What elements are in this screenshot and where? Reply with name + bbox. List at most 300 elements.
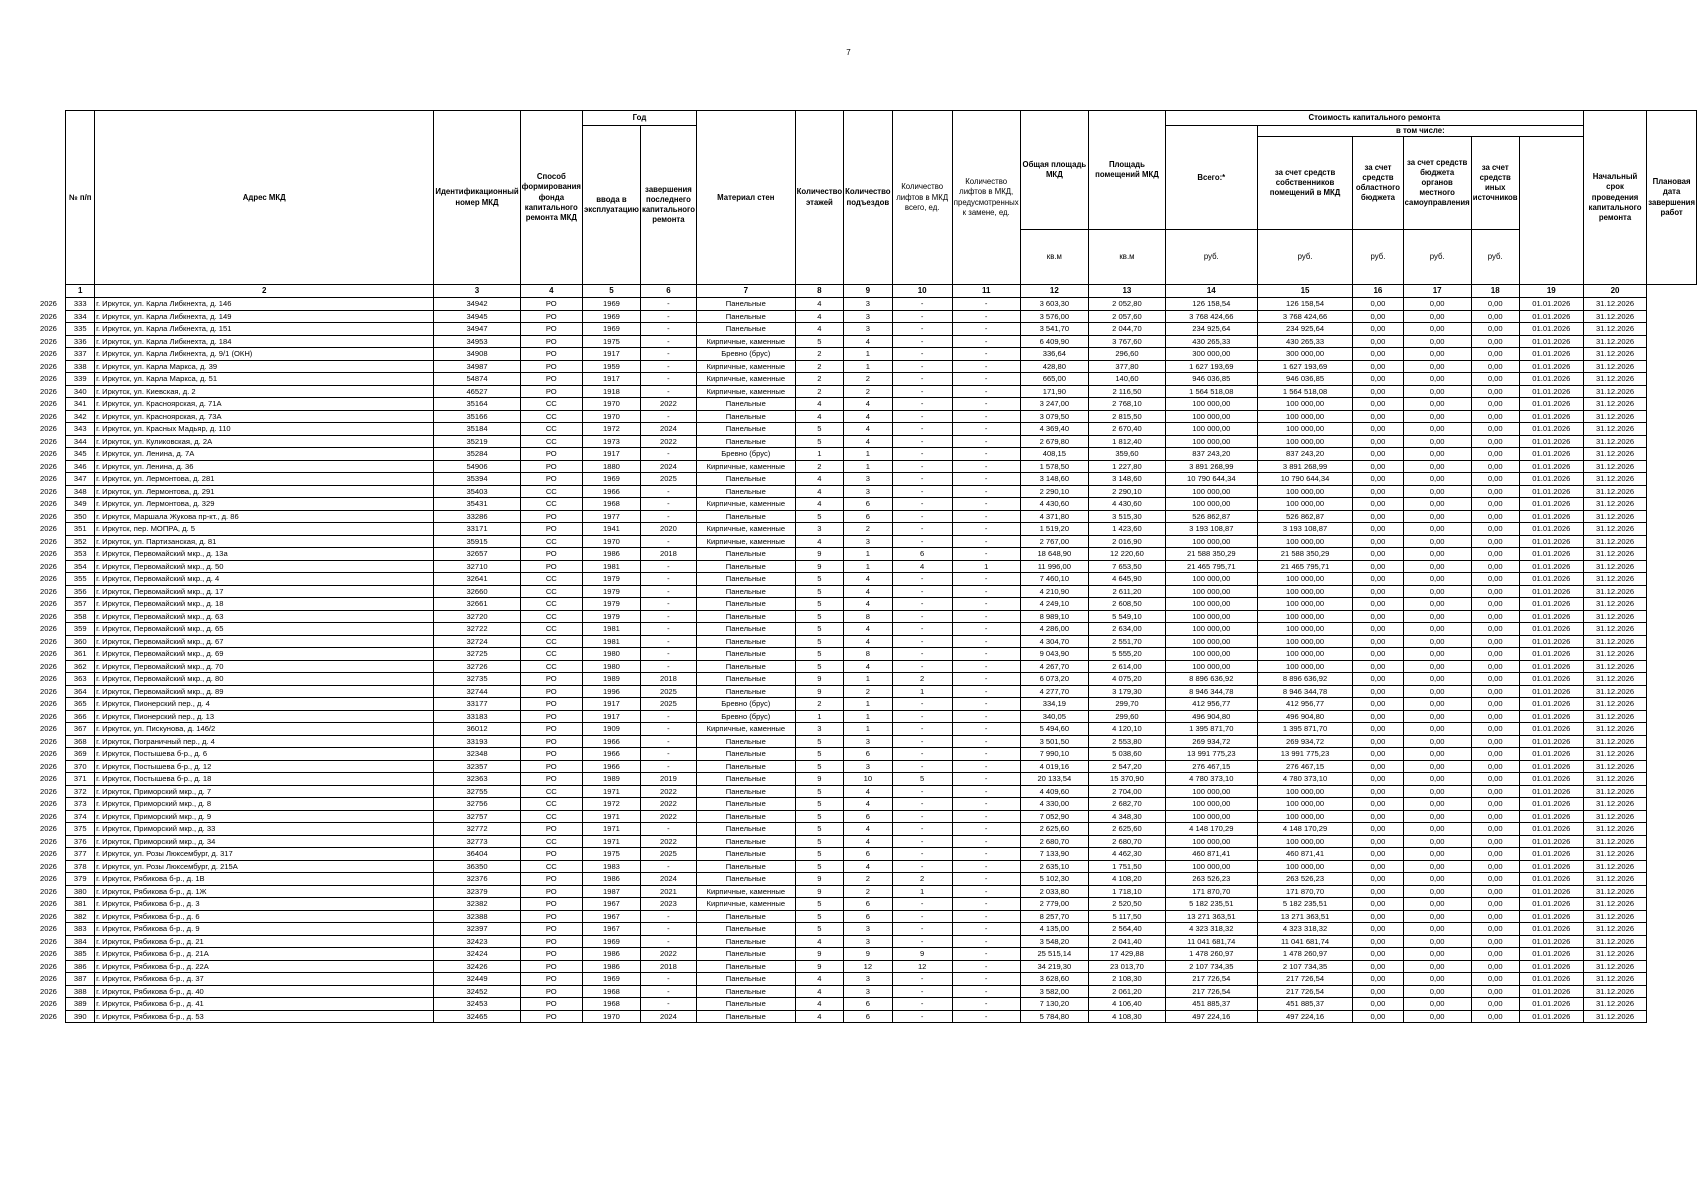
cost-owners-cell: 412 956,77	[1257, 698, 1353, 711]
header-total-area: Общая площадь МКД	[1020, 111, 1088, 230]
row-number-cell: 342	[66, 410, 95, 423]
cost-owners-cell: 100 000,00	[1257, 635, 1353, 648]
year-commission-cell: 1979	[582, 573, 640, 586]
cost-other-cell: 0,00	[1471, 435, 1519, 448]
floors-cell: 4	[795, 935, 843, 948]
lifts-total-cell: 1	[892, 885, 952, 898]
start-date-cell: 01.01.2026	[1519, 785, 1583, 798]
table-row	[40, 573, 1697, 586]
end-date-cell: 31.12.2026	[1583, 923, 1646, 936]
plan-year-cell: 2026	[40, 811, 57, 821]
row-number-cell: 356	[66, 585, 95, 598]
address-cell: г. Иркутск, Первомайский мкр., д. 18	[95, 598, 434, 611]
premises-area-cell: 3 767,60	[1089, 335, 1166, 348]
cost-other-cell: 0,00	[1471, 598, 1519, 611]
mkd-id-cell: 32388	[434, 910, 520, 923]
plan-year-cell: 2026	[40, 486, 57, 496]
wall-material-cell: Кирпичные, каменные	[696, 498, 795, 511]
address-cell: г. Иркутск, ул. Ленина, д. 36	[95, 460, 434, 473]
fund-method-cell: РО	[520, 373, 582, 386]
floors-cell: 5	[795, 798, 843, 811]
cost-other-cell: 0,00	[1471, 860, 1519, 873]
mkd-id-cell: 32423	[434, 935, 520, 948]
floors-cell: 5	[795, 335, 843, 348]
cost-local-cell: 0,00	[1403, 823, 1471, 836]
cost-local-cell: 0,00	[1403, 948, 1471, 961]
cost-owners-cell: 496 904,80	[1257, 710, 1353, 723]
fund-method-cell: РО	[520, 898, 582, 911]
table-row	[40, 523, 1697, 536]
lifts-total-cell: -	[892, 848, 952, 861]
mkd-id-cell: 32735	[434, 673, 520, 686]
year-last-repair-cell: 2024	[640, 1010, 696, 1023]
cost-local-cell: 0,00	[1403, 698, 1471, 711]
fund-method-cell: РО	[520, 560, 582, 573]
fund-method-cell: РО	[520, 960, 582, 973]
column-number-row	[40, 285, 1697, 298]
year-last-repair-cell: -	[640, 585, 696, 598]
entrances-cell: 3	[844, 735, 892, 748]
wall-material-cell: Панельные	[696, 948, 795, 961]
year-last-repair-cell: 2022	[640, 435, 696, 448]
address-cell: г. Иркутск, Первомайский мкр., д. 17	[95, 585, 434, 598]
total-area-cell: 3 501,50	[1020, 735, 1088, 748]
address-cell: г. Иркутск, Пионерский пер., д. 13	[95, 710, 434, 723]
cost-total-cell: 3 768 424,66	[1165, 310, 1257, 323]
header-lifts-replace: Количество лифтов в МКД, предусмотренных к замене, ед.	[952, 111, 1020, 285]
cost-total-cell: 10 790 644,34	[1165, 473, 1257, 486]
end-date-cell: 31.12.2026	[1583, 585, 1646, 598]
fund-method-cell: РО	[520, 348, 582, 361]
fund-method-cell: СС	[520, 785, 582, 798]
start-date-cell: 01.01.2026	[1519, 635, 1583, 648]
cost-regional-cell: 0,00	[1353, 423, 1403, 436]
premises-area-cell: 2 052,80	[1089, 298, 1166, 311]
premises-area-cell: 2 608,50	[1089, 598, 1166, 611]
cost-other-cell: 0,00	[1471, 548, 1519, 561]
cost-total-cell: 100 000,00	[1165, 398, 1257, 411]
lifts-replace-cell: -	[952, 610, 1020, 623]
cost-owners-cell: 837 243,20	[1257, 448, 1353, 461]
end-date-cell: 31.12.2026	[1583, 310, 1646, 323]
cost-other-cell: 0,00	[1471, 835, 1519, 848]
lifts-total-cell: -	[892, 323, 952, 336]
year-commission-cell: 1969	[582, 298, 640, 311]
row-number-cell: 359	[66, 623, 95, 636]
entrances-cell: 6	[844, 810, 892, 823]
total-area-cell: 2 680,70	[1020, 835, 1088, 848]
start-date-cell: 01.01.2026	[1519, 423, 1583, 436]
total-area-cell: 34 219,30	[1020, 960, 1088, 973]
table-row	[40, 535, 1697, 548]
total-area-cell: 2 033,80	[1020, 885, 1088, 898]
column-number: 11	[952, 285, 1020, 298]
mkd-id-cell: 32363	[434, 773, 520, 786]
lifts-total-cell: -	[892, 698, 952, 711]
header-end: Плановая дата завершения работ	[1647, 111, 1697, 285]
plan-year-cell: 2026	[40, 536, 57, 546]
premises-area-cell: 2 061,20	[1089, 985, 1166, 998]
year-last-repair-cell: -	[640, 485, 696, 498]
cost-regional-cell: 0,00	[1353, 673, 1403, 686]
premises-area-cell: 4 462,30	[1089, 848, 1166, 861]
cost-owners-cell: 5 182 235,51	[1257, 898, 1353, 911]
address-cell: г. Иркутск, ул. Киевская, д. 2	[95, 385, 434, 398]
row-number-cell: 387	[66, 973, 95, 986]
year-commission-cell: 1971	[582, 785, 640, 798]
entrances-cell: 1	[844, 698, 892, 711]
year-last-repair-cell: -	[640, 823, 696, 836]
premises-area-cell: 4 108,30	[1089, 1010, 1166, 1023]
cost-other-cell: 0,00	[1471, 510, 1519, 523]
lifts-replace-cell: -	[952, 348, 1020, 361]
row-number-cell: 386	[66, 960, 95, 973]
lifts-replace-cell: -	[952, 435, 1020, 448]
floors-cell: 5	[795, 648, 843, 661]
address-cell: г. Иркутск, Приморский мкр., д. 33	[95, 823, 434, 836]
cost-regional-cell: 0,00	[1353, 760, 1403, 773]
cost-other-cell: 0,00	[1471, 948, 1519, 961]
lifts-total-cell: 6	[892, 548, 952, 561]
table-row	[40, 448, 1697, 461]
wall-material-cell: Бревно (брус)	[696, 348, 795, 361]
mkd-id-cell: 32720	[434, 610, 520, 623]
column-number: 13	[1089, 285, 1166, 298]
year-commission-cell: 1979	[582, 598, 640, 611]
cost-other-cell: 0,00	[1471, 935, 1519, 948]
total-area-cell: 7 130,20	[1020, 998, 1088, 1011]
lifts-total-cell: -	[892, 348, 952, 361]
premises-area-cell: 2 634,00	[1089, 623, 1166, 636]
total-area-cell: 1 519,20	[1020, 523, 1088, 536]
year-commission-cell: 1972	[582, 798, 640, 811]
table-row	[40, 948, 1697, 961]
wall-material-cell: Панельные	[696, 935, 795, 948]
fund-method-cell: РО	[520, 723, 582, 736]
total-area-cell: 18 648,90	[1020, 548, 1088, 561]
cost-regional-cell: 0,00	[1353, 960, 1403, 973]
fund-method-cell: РО	[520, 448, 582, 461]
fund-method-cell: РО	[520, 760, 582, 773]
end-date-cell: 31.12.2026	[1583, 723, 1646, 736]
cost-other-cell: 0,00	[1471, 848, 1519, 861]
floors-cell: 5	[795, 923, 843, 936]
wall-material-cell: Кирпичные, каменные	[696, 885, 795, 898]
cost-owners-cell: 234 925,64	[1257, 323, 1353, 336]
start-date-cell: 01.01.2026	[1519, 723, 1583, 736]
column-number: 9	[844, 285, 892, 298]
total-area-cell: 4 286,00	[1020, 623, 1088, 636]
cost-regional-cell: 0,00	[1353, 985, 1403, 998]
unit-total-area: кв.м	[1020, 230, 1088, 285]
lifts-replace-cell: -	[952, 585, 1020, 598]
table-row	[40, 835, 1697, 848]
plan-year-cell: 2026	[40, 749, 57, 759]
mkd-id-cell: 32710	[434, 560, 520, 573]
wall-material-cell: Панельные	[696, 573, 795, 586]
end-date-cell: 31.12.2026	[1583, 498, 1646, 511]
year-last-repair-cell: -	[640, 635, 696, 648]
entrances-cell: 1	[844, 548, 892, 561]
row-number-cell: 337	[66, 348, 95, 361]
lifts-replace-cell: -	[952, 410, 1020, 423]
lifts-total-cell: -	[892, 335, 952, 348]
mkd-id-cell: 32660	[434, 585, 520, 598]
cost-other-cell: 0,00	[1471, 585, 1519, 598]
table-row	[40, 960, 1697, 973]
year-commission-cell: 1971	[582, 810, 640, 823]
start-date-cell: 01.01.2026	[1519, 798, 1583, 811]
mkd-id-cell: 32725	[434, 648, 520, 661]
floors-cell: 5	[795, 510, 843, 523]
cost-other-cell: 0,00	[1471, 1010, 1519, 1023]
year-commission-cell: 1917	[582, 373, 640, 386]
total-area-cell: 11 996,00	[1020, 560, 1088, 573]
start-date-cell: 01.01.2026	[1519, 948, 1583, 961]
floors-cell: 9	[795, 885, 843, 898]
cost-local-cell: 0,00	[1403, 323, 1471, 336]
lifts-total-cell: 5	[892, 773, 952, 786]
cost-total-cell: 100 000,00	[1165, 610, 1257, 623]
mkd-id-cell: 34987	[434, 360, 520, 373]
address-cell: г. Иркутск, пер. МОПРА, д. 5	[95, 523, 434, 536]
premises-area-cell: 296,60	[1089, 348, 1166, 361]
lifts-replace-cell: -	[952, 598, 1020, 611]
mkd-id-cell: 32661	[434, 598, 520, 611]
mkd-id-cell: 34953	[434, 335, 520, 348]
mkd-id-cell: 32348	[434, 748, 520, 761]
row-number-cell: 377	[66, 848, 95, 861]
lifts-total-cell: -	[892, 760, 952, 773]
floors-cell: 3	[795, 723, 843, 736]
year-last-repair-cell: 2022	[640, 785, 696, 798]
floors-cell: 2	[795, 348, 843, 361]
plan-year-cell: 2026	[40, 661, 57, 671]
cost-local-cell: 0,00	[1403, 310, 1471, 323]
floors-cell: 4	[795, 298, 843, 311]
lifts-total-cell: 4	[892, 560, 952, 573]
cost-total-cell: 2 107 734,35	[1165, 960, 1257, 973]
table-row	[40, 923, 1697, 936]
cost-total-cell: 100 000,00	[1165, 585, 1257, 598]
fund-method-cell: СС	[520, 810, 582, 823]
plan-year-cell: 2026	[40, 674, 57, 684]
lifts-total-cell: -	[892, 523, 952, 536]
plan-year-cell: 2026	[40, 386, 57, 396]
entrances-cell: 6	[844, 510, 892, 523]
cost-owners-cell: 526 862,87	[1257, 510, 1353, 523]
address-cell: г. Иркутск, Рябикова б-р., д. 40	[95, 985, 434, 998]
cost-owners-cell: 430 265,33	[1257, 335, 1353, 348]
row-number-cell: 344	[66, 435, 95, 448]
plan-year-cell: 2026	[40, 599, 57, 609]
fund-method-cell: РО	[520, 360, 582, 373]
floors-cell: 4	[795, 985, 843, 998]
fund-method-cell: РО	[520, 748, 582, 761]
cost-owners-cell: 3 768 424,66	[1257, 310, 1353, 323]
table-row	[40, 510, 1697, 523]
cost-other-cell: 0,00	[1471, 410, 1519, 423]
total-area-cell: 171,90	[1020, 385, 1088, 398]
row-number-cell: 378	[66, 860, 95, 873]
lifts-total-cell: -	[892, 385, 952, 398]
year-commission-cell: 1979	[582, 585, 640, 598]
lifts-total-cell: -	[892, 785, 952, 798]
cost-total-cell: 100 000,00	[1165, 535, 1257, 548]
wall-material-cell: Панельные	[696, 298, 795, 311]
end-date-cell: 31.12.2026	[1583, 835, 1646, 848]
wall-material-cell: Кирпичные, каменные	[696, 373, 795, 386]
table-row	[40, 860, 1697, 873]
lifts-replace-cell: -	[952, 573, 1020, 586]
cost-regional-cell: 0,00	[1353, 948, 1403, 961]
year-last-repair-cell: -	[640, 985, 696, 998]
entrances-cell: 3	[844, 535, 892, 548]
year-commission-cell: 1971	[582, 835, 640, 848]
column-number: 10	[892, 285, 952, 298]
year-commission-cell: 1918	[582, 385, 640, 398]
row-number-cell: 390	[66, 1010, 95, 1023]
lifts-total-cell: -	[892, 835, 952, 848]
wall-material-cell: Панельные	[696, 998, 795, 1011]
premises-area-cell: 1 718,10	[1089, 885, 1166, 898]
cost-owners-cell: 100 000,00	[1257, 485, 1353, 498]
premises-area-cell: 2 670,40	[1089, 423, 1166, 436]
floors-cell: 5	[795, 898, 843, 911]
cost-other-cell: 0,00	[1471, 635, 1519, 648]
floors-cell: 3	[795, 523, 843, 536]
start-date-cell: 01.01.2026	[1519, 473, 1583, 486]
lifts-replace-cell: -	[952, 635, 1020, 648]
cost-local-cell: 0,00	[1403, 885, 1471, 898]
fund-method-cell: СС	[520, 860, 582, 873]
mkd-id-cell: 54874	[434, 373, 520, 386]
wall-material-cell: Панельные	[696, 485, 795, 498]
cost-local-cell: 0,00	[1403, 760, 1471, 773]
wall-material-cell: Панельные	[696, 960, 795, 973]
lifts-replace-cell: -	[952, 960, 1020, 973]
lifts-replace-cell: -	[952, 885, 1020, 898]
cost-regional-cell: 0,00	[1353, 873, 1403, 886]
lifts-total-cell: -	[892, 823, 952, 836]
cost-owners-cell: 1 395 871,70	[1257, 723, 1353, 736]
cost-local-cell: 0,00	[1403, 473, 1471, 486]
year-commission-cell: 1981	[582, 560, 640, 573]
entrances-cell: 2	[844, 873, 892, 886]
fund-method-cell: РО	[520, 298, 582, 311]
cost-other-cell: 0,00	[1471, 385, 1519, 398]
premises-area-cell: 1 227,80	[1089, 460, 1166, 473]
start-date-cell: 01.01.2026	[1519, 460, 1583, 473]
start-date-cell: 01.01.2026	[1519, 623, 1583, 636]
header-material: Материал стен	[696, 111, 795, 285]
row-number-cell: 379	[66, 873, 95, 886]
table-row	[40, 898, 1697, 911]
column-number: 3	[434, 285, 520, 298]
address-cell: г. Иркутск, Приморский мкр., д. 34	[95, 835, 434, 848]
year-commission-cell: 1986	[582, 873, 640, 886]
total-area-cell: 4 369,40	[1020, 423, 1088, 436]
row-number-cell: 351	[66, 523, 95, 536]
fund-method-cell: РО	[520, 848, 582, 861]
cost-local-cell: 0,00	[1403, 385, 1471, 398]
column-number: 15	[1257, 285, 1353, 298]
cost-local-cell: 0,00	[1403, 910, 1471, 923]
plan-year-cell: 2026	[40, 474, 57, 484]
year-last-repair-cell: -	[640, 710, 696, 723]
table-row	[40, 973, 1697, 986]
lifts-replace-cell: -	[952, 298, 1020, 311]
mkd-id-cell: 32379	[434, 885, 520, 898]
year-commission-cell: 1986	[582, 548, 640, 561]
mkd-id-cell: 35394	[434, 473, 520, 486]
cost-total-cell: 460 871,41	[1165, 848, 1257, 861]
column-number: 4	[520, 285, 582, 298]
cost-local-cell: 0,00	[1403, 610, 1471, 623]
lifts-replace-cell: -	[952, 798, 1020, 811]
year-last-repair-cell: -	[640, 910, 696, 923]
row-number-cell: 347	[66, 473, 95, 486]
cost-other-cell: 0,00	[1471, 298, 1519, 311]
mkd-id-cell: 34945	[434, 310, 520, 323]
year-last-repair-cell: -	[640, 310, 696, 323]
cost-owners-cell: 100 000,00	[1257, 798, 1353, 811]
unit-owners: руб.	[1257, 230, 1353, 285]
end-date-cell: 31.12.2026	[1583, 435, 1646, 448]
header-np: № п/п	[66, 111, 95, 285]
total-area-cell: 2 767,00	[1020, 535, 1088, 548]
mkd-id-cell: 35915	[434, 535, 520, 548]
cost-total-cell: 946 036,85	[1165, 373, 1257, 386]
year-commission-cell: 1973	[582, 435, 640, 448]
entrances-cell: 4	[844, 860, 892, 873]
cost-regional-cell: 0,00	[1353, 573, 1403, 586]
table-row	[40, 610, 1697, 623]
lifts-replace-cell: -	[952, 710, 1020, 723]
lifts-replace-cell: -	[952, 448, 1020, 461]
cost-total-cell: 496 904,80	[1165, 710, 1257, 723]
start-date-cell: 01.01.2026	[1519, 923, 1583, 936]
header-year-last-repair: завершения последнего капитального ремонта	[640, 126, 696, 285]
year-commission-cell: 1970	[582, 535, 640, 548]
address-cell: г. Иркутск, ул. Карла Либкнехта, д. 149	[95, 310, 434, 323]
plan-year-cell: 2026	[40, 586, 57, 596]
total-area-cell: 6 409,90	[1020, 335, 1088, 348]
end-date-cell: 31.12.2026	[1583, 298, 1646, 311]
cost-total-cell: 5 182 235,51	[1165, 898, 1257, 911]
cost-local-cell: 0,00	[1403, 810, 1471, 823]
wall-material-cell: Кирпичные, каменные	[696, 535, 795, 548]
mkd-id-cell: 54906	[434, 460, 520, 473]
lifts-replace-cell: -	[952, 785, 1020, 798]
year-last-repair-cell: 2023	[640, 898, 696, 911]
address-cell: г. Иркутск, ул. Лермонтова, д. 281	[95, 473, 434, 486]
cost-other-cell: 0,00	[1471, 648, 1519, 661]
cost-regional-cell: 0,00	[1353, 860, 1403, 873]
end-date-cell: 31.12.2026	[1583, 710, 1646, 723]
year-last-repair-cell: -	[640, 448, 696, 461]
cost-total-cell: 21 588 350,29	[1165, 548, 1257, 561]
row-number-cell: 366	[66, 710, 95, 723]
premises-area-cell: 1 423,60	[1089, 523, 1166, 536]
entrances-cell: 1	[844, 460, 892, 473]
start-date-cell: 01.01.2026	[1519, 935, 1583, 948]
cost-total-cell: 1 564 518,08	[1165, 385, 1257, 398]
total-area-cell: 8 257,70	[1020, 910, 1088, 923]
cost-local-cell: 0,00	[1403, 398, 1471, 411]
page-number: 7	[846, 48, 851, 57]
address-cell: г. Иркутск, ул. Карла Маркса, д. 51	[95, 373, 434, 386]
